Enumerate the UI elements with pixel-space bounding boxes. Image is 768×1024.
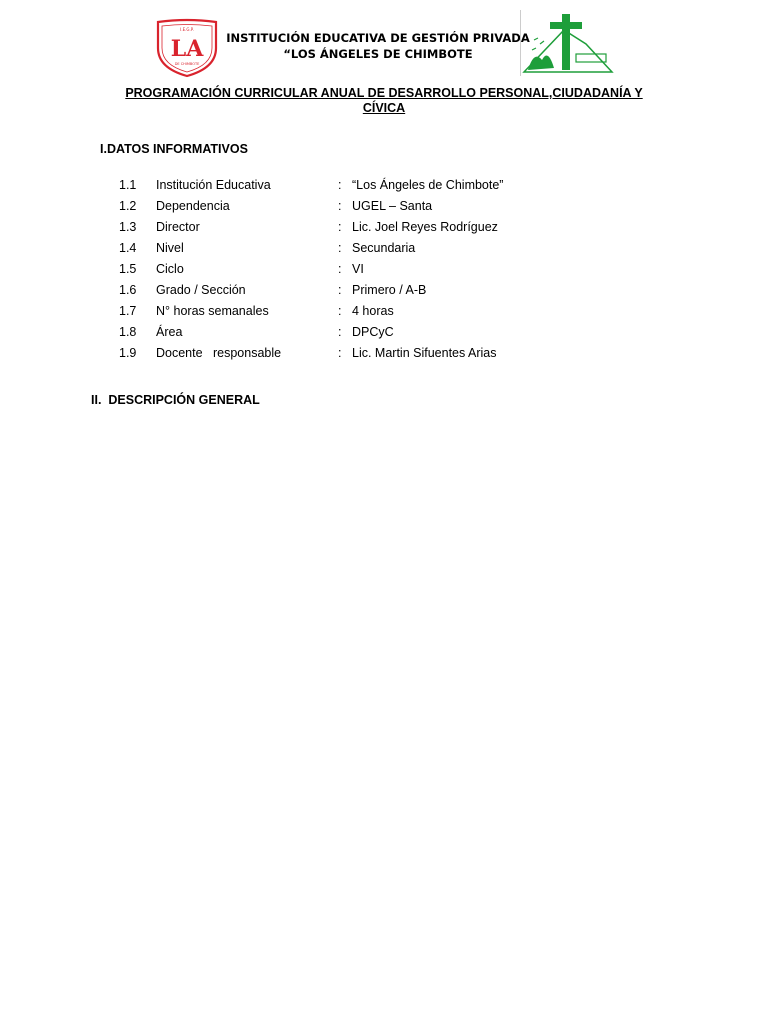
info-row-institucion <box>0 178 768 199</box>
item-value: Secundaria <box>352 241 416 255</box>
item-label: Grado / Sección <box>156 283 246 297</box>
item-colon: : <box>338 283 342 297</box>
item-number: 1.1 <box>119 178 137 192</box>
item-value: VI <box>352 262 364 276</box>
item-number: 1.6 <box>119 283 137 297</box>
item-number: 1.8 <box>119 325 137 339</box>
item-label: Dependencia <box>156 199 230 213</box>
info-row-docente <box>0 346 768 367</box>
section-2-heading: II. DESCRIPCIÓN GENERAL <box>91 393 260 407</box>
item-label: Área <box>156 325 183 339</box>
info-row-director <box>0 220 768 241</box>
item-value: Lic. Martin Sifuentes Arias <box>352 346 497 360</box>
item-number: 1.4 <box>119 241 137 255</box>
info-row-area <box>0 325 768 346</box>
info-row-horas-semanales <box>0 304 768 325</box>
item-value: Primero / A-B <box>352 283 427 297</box>
item-label: Nivel <box>156 241 184 255</box>
item-colon: : <box>338 241 342 255</box>
item-label: Ciclo <box>156 262 184 276</box>
item-value: Lic. Joel Reyes Rodríguez <box>352 220 498 234</box>
item-number: 1.7 <box>119 304 137 318</box>
info-row-nivel <box>0 241 768 262</box>
item-colon: : <box>338 304 342 318</box>
item-colon: : <box>338 346 342 360</box>
institution-name-line-2: “LOS ÁNGELES DE CHIMBOTE <box>283 47 473 61</box>
item-number: 1.2 <box>119 199 137 213</box>
item-value: UGEL – Santa <box>352 199 433 213</box>
item-value: 4 horas <box>352 304 394 318</box>
item-number: 1.5 <box>119 262 137 276</box>
info-row-dependencia <box>0 199 768 220</box>
document-title: PROGRAMACIÓN CURRICULAR ANUAL DE DESARROLLO PERSONAL,CIUDADANÍA Y CÍVICA <box>125 86 643 115</box>
diocese-cross-logo-icon <box>520 10 616 76</box>
item-value: DPCyC <box>352 325 394 339</box>
institution-name-line-1: INSTITUCIÓN EDUCATIVA DE GESTIÓN PRIVADA <box>226 31 530 45</box>
item-value: “Los Ángeles de Chimbote” <box>352 178 504 192</box>
svg-text:LA: LA <box>170 36 204 62</box>
item-colon: : <box>338 220 342 234</box>
item-number: 1.3 <box>119 220 137 234</box>
svg-text:DE CHIMBOTE: DE CHIMBOTE <box>174 62 200 66</box>
item-colon: : <box>338 325 342 339</box>
section-1-heading: I.DATOS INFORMATIVOS <box>100 142 248 156</box>
item-number: 1.9 <box>119 346 137 360</box>
item-label: Institución Educativa <box>156 178 271 192</box>
info-row-grado-seccion <box>0 283 768 304</box>
item-label: Director <box>156 220 200 234</box>
item-colon: : <box>338 178 342 192</box>
svg-text:I.E.G.P.: I.E.G.P. <box>180 27 194 32</box>
item-label: N° horas semanales <box>156 304 269 318</box>
item-label: Docente responsable <box>156 346 282 360</box>
info-row-ciclo <box>0 262 768 283</box>
item-colon: : <box>338 262 342 276</box>
item-colon: : <box>338 199 342 213</box>
